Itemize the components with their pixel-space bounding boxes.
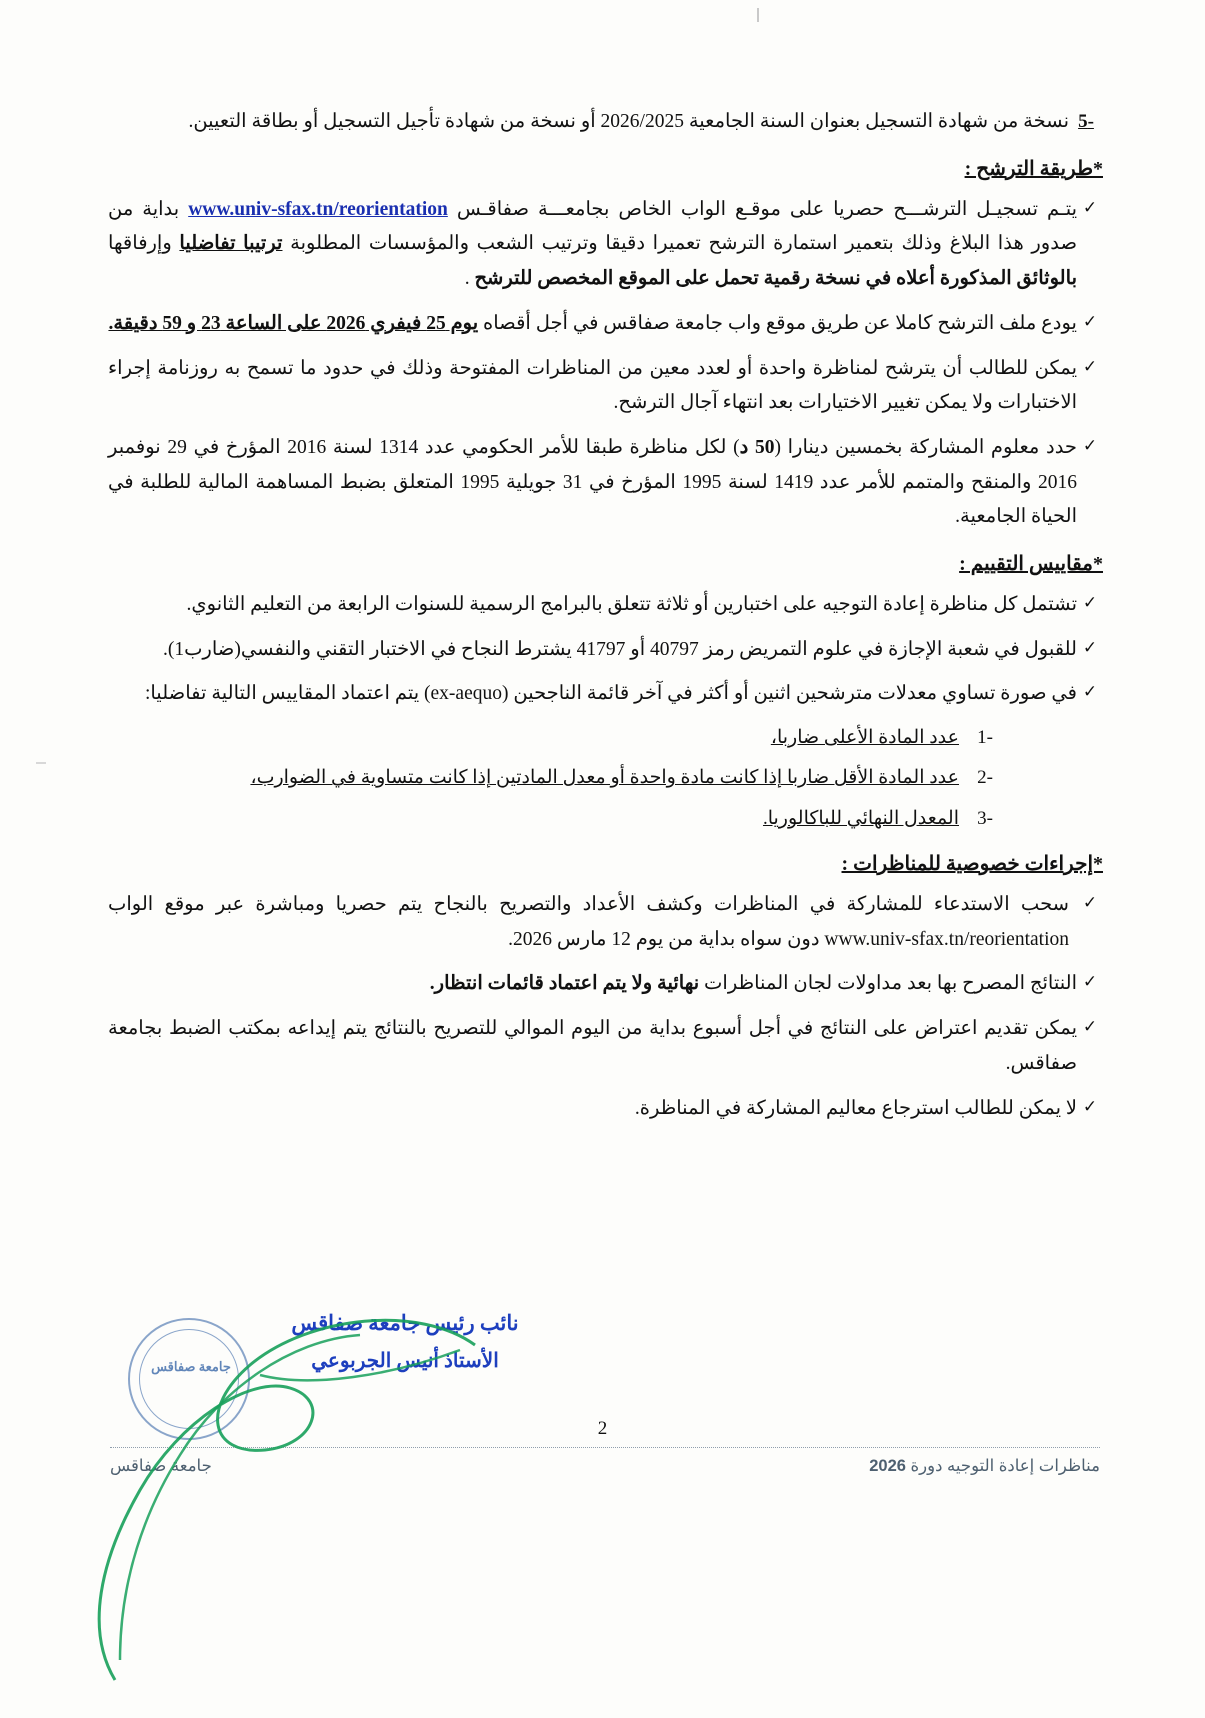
check-icon: ✓ [1082, 593, 1098, 613]
footer-event-label: مناظرات إعادة التوجيه دورة [910, 1457, 1100, 1475]
check-icon: ✓ [1082, 197, 1098, 217]
signature-title: نائب رئيس جامعة صفاقس [291, 1311, 519, 1335]
list-item-5 [108, 105, 1103, 140]
check-icon: ✓ [1082, 311, 1098, 331]
document-body [108, 105, 1103, 1136]
scan-artifact-edge [36, 762, 46, 764]
section-heading-application-wrap [108, 156, 1103, 181]
section-heading-special: *إجراءات خصوصية للمناظرات : [841, 853, 1103, 876]
item-5-part2: أو نسخة من شهادة تأجيل التسجيل أو بطاقة التعيين. [188, 111, 601, 132]
special-item-3-text: يمكن تقديم اعتراض على النتائج في أجل أسبوع بداية من اليوم الموالي للتصريح بالنتائج يتم إيداعه بمكتب الضبط بجامعة صفاقس. [108, 1018, 1077, 1074]
special-item-2 [108, 967, 1103, 1002]
tiebreak-text-1: عدد المادة الأعلى ضاربا، [770, 727, 959, 749]
footer-event-year: 2026 [869, 1457, 906, 1475]
footer-event [869, 1456, 1100, 1476]
check-icon: ✓ [1082, 1096, 1098, 1116]
page-number: 2 [597, 1418, 608, 1439]
deadline-text: يوم 25 فيفري 2026 على الساعة 23 و 59 دقيقة. [108, 312, 479, 334]
academic-year: 2026/2025 [600, 111, 684, 132]
application-item-1-bold1: ترتيبا تفاضليا [179, 233, 283, 255]
tiebreak-number-1: -1 [977, 727, 993, 749]
special-item-2-text [108, 967, 1077, 1002]
application-item-1-line2: بداية من صدور هذا البلاغ وذلك بتعمير استمارة الترشح تعميرا دقيقا وترتيب الشعب والمؤسسات المطلوبة [108, 198, 1078, 255]
fee-pre: حدد معلوم المشاركة بخمسين دينارا ( [774, 436, 1077, 458]
application-item-1-tail: . [464, 268, 475, 290]
fee-post: ) لكل مناظرة طبقا للأمر الحكومي عدد 1314 لسنة 2016 المؤرخ في 29 نوفمبر 2016 والمنقح والمتمم للأمر عدد 1419 لسنة 1995 المؤرخ في 31 جويلية 1995 المتعلق بضبط المساهمة المالية للطلبة في الحياة الجامعية. [108, 436, 1077, 528]
special-item-4 [108, 1092, 1103, 1127]
application-item-2-pre: يودع ملف الترشح كاملا عن طريق موقع واب جامعة صفاقس في أجل أقصاه [478, 312, 1077, 334]
registration-website-link[interactable]: www.univ-sfax.tn/reorientation [188, 198, 448, 220]
check-icon: ✓ [1082, 972, 1098, 992]
criteria-item-1-text: تشتمل كل مناظرة إعادة التوجيه على اختبارين أو ثلاثة تتعلق بالبرامج الرسمية للسنوات الرابعة من التعليم الثانوي. [186, 594, 1077, 616]
application-item-4-text [108, 431, 1077, 535]
signature-block [245, 1305, 565, 1379]
criteria-item-2 [108, 633, 1103, 668]
special-item-1-text [108, 888, 1077, 957]
application-item-1-line1: يتـم تسجيـل الترشـــح حصريا على موقـع الواب الخاص بجامعـــة صفاقـس [456, 198, 1078, 220]
tiebreak-item-2 [108, 762, 1103, 794]
official-stamp [128, 1318, 250, 1440]
footer-divider [110, 1447, 1100, 1448]
special-item-1 [108, 888, 1103, 957]
application-item-4 [108, 431, 1103, 535]
item-5-part1: نسخة من شهادة التسجيل بعنوان السنة الجامعية [683, 111, 1069, 132]
section-heading-criteria-wrap [108, 551, 1103, 576]
tiebreak-list [108, 722, 1103, 835]
application-item-1-bold2: بالوثائق المذكورة أعلاه في نسخة رقمية تحمل على الموقع المخصص للترشح [474, 268, 1077, 290]
item-marker: -5 [1078, 111, 1094, 132]
application-item-1 [108, 193, 1103, 297]
special-item-2-pre: النتائج المصرح بها بعد مداولات لجان المناظرات [699, 973, 1077, 995]
check-icon: ✓ [1082, 637, 1098, 657]
criteria-item-2-text: للقبول في شعبة الإجازة في علوم التمريض رمز 40797 أو 41797 يشترط النجاح في الاختبار التقني والنفسي(ضارب1). [162, 638, 1077, 660]
check-icon: ✓ [1082, 682, 1098, 702]
tiebreak-text-2: عدد المادة الأقل ضاربا إذا كانت مادة واحدة أو معدل المادتين إذا كانت متساوية في الضوارب، [250, 767, 959, 789]
tiebreak-number-3: -3 [977, 807, 993, 829]
criteria-item-3 [108, 677, 1103, 712]
criteria-item-1 [108, 588, 1103, 623]
application-item-3-text: يمكن للطالب أن يترشح لمناظرة واحدة أو لعدد معين من المناظرات المفتوحة وذلك في حدود ما تسمح به روزنامة إجراء الاختبارات ولا يمكن تغيير الاختيارات بعد انتهاء آجال الترشح. [108, 357, 1077, 414]
application-item-1-text [108, 193, 1077, 297]
scan-artifact-top [757, 8, 759, 22]
check-icon: ✓ [1082, 1017, 1098, 1037]
check-icon: ✓ [1082, 893, 1098, 913]
fee-amount: 50 د [739, 436, 775, 458]
tiebreak-item-1 [108, 722, 1103, 754]
special-item-1-post: دون سواه بداية من يوم 12 مارس 2026. [508, 928, 825, 950]
footer-university: جامعة صفاقس [110, 1457, 212, 1475]
special-item-1-pre: سحب الاستدعاء للمشاركة في المناظرات وكشف الأعداد والتصريح بالنجاح يتم حصريا ومباشرة عبر موقع الواب [108, 894, 1069, 916]
check-icon: ✓ [1082, 356, 1098, 376]
criteria-item-3-text: في صورة تساوي معدلات مترشحين اثنين أو أكثر في آخر قائمة الناجحين (ex-aequo) يتم اعتماد المقاييس التالية تفاضليا: [144, 683, 1077, 705]
special-item-3 [108, 1012, 1103, 1081]
section-heading-criteria: *مقاييس التقييم : [959, 553, 1103, 576]
application-item-3 [108, 352, 1103, 421]
application-item-2-text [108, 307, 1077, 342]
section-heading-special-wrap [108, 851, 1103, 876]
tiebreak-item-3 [108, 803, 1103, 835]
special-item-4-text: لا يمكن للطالب استرجاع معاليم المشاركة في المناظرة. [634, 1097, 1077, 1119]
application-item-2 [108, 307, 1103, 342]
item-5-text [108, 105, 1069, 140]
special-item-2-bold: نهائية ولا يتم اعتماد قائمات انتظار. [429, 973, 700, 995]
application-item-1-mid: وإرفاقها [108, 233, 180, 255]
signature-name: الأستاذ أنيس الجربوعي [311, 1349, 499, 1372]
official-stamp-text: جامعة صفاقس [151, 1359, 231, 1374]
tiebreak-number-2: -2 [977, 767, 993, 789]
section-heading-application: *طريقة الترشح : [964, 157, 1103, 180]
results-website-link[interactable]: www.univ-sfax.tn/reorientation [824, 928, 1069, 950]
check-icon: ✓ [1082, 435, 1098, 455]
footer [110, 1456, 1100, 1476]
tiebreak-text-3: المعدل النهائي للباكالوريا. [762, 807, 959, 829]
